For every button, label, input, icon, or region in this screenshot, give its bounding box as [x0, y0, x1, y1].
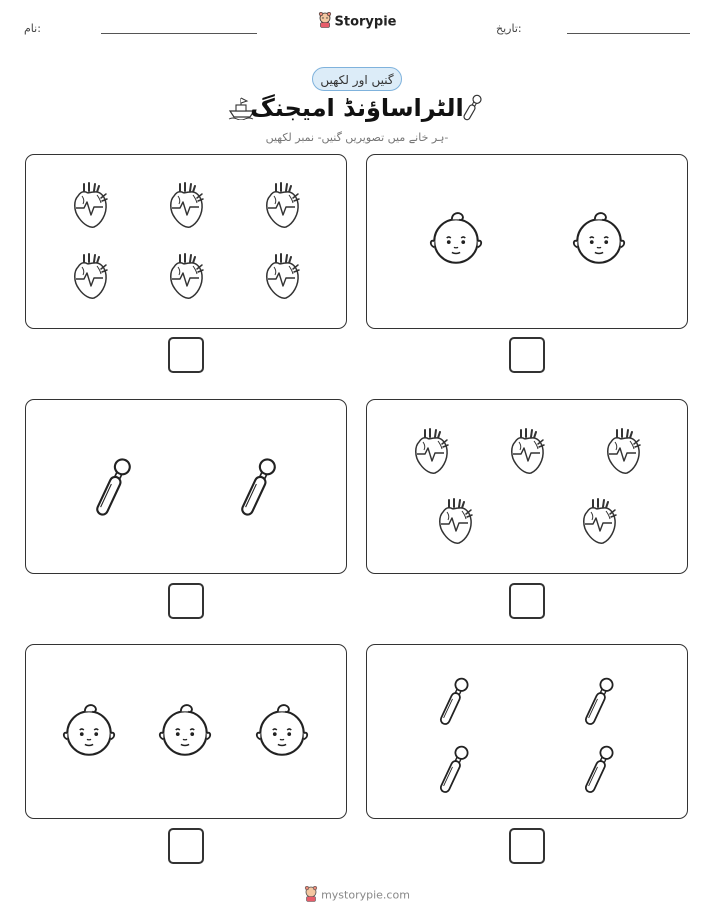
baby-face-icon: [425, 208, 487, 270]
answer-box[interactable]: [509, 337, 545, 373]
ultrasound-probe-icon: [580, 743, 616, 799]
name-line[interactable]: [101, 33, 257, 34]
instructions-subtitle: ہر خانے میں تصویریں گنیں- نمبر لکھیں-: [265, 131, 449, 144]
answer-box[interactable]: [168, 828, 204, 864]
answer-box[interactable]: [509, 583, 545, 619]
answer-box[interactable]: [168, 337, 204, 373]
heart-icon: [603, 425, 643, 477]
ultrasound-probe-icon: [435, 675, 471, 731]
answer-box[interactable]: [168, 583, 204, 619]
panel-top-left: [25, 154, 347, 329]
footer: [0, 886, 714, 905]
heart-icon: [262, 179, 302, 231]
heart-icon: [507, 425, 547, 477]
heart-icon: [262, 250, 302, 302]
heart-icon: [579, 495, 619, 547]
brand-logo: [0, 12, 714, 32]
date-label: تاریخ:: [496, 22, 522, 35]
storypie-mascot-icon: [304, 886, 318, 905]
baby-face-icon: [251, 700, 313, 762]
baby-face-icon: [568, 208, 630, 270]
date-line[interactable]: [567, 33, 690, 34]
ultrasound-probe-icon: [435, 743, 471, 799]
heart-icon: [70, 250, 110, 302]
ultrasound-probe-icon: [580, 675, 616, 731]
panel-bottom-left: [25, 644, 347, 819]
heart-icon: [166, 179, 206, 231]
heart-icon: [411, 425, 451, 477]
heart-icon: [435, 495, 475, 547]
baby-face-icon: [58, 700, 120, 762]
ultrasound-probe-icon: [235, 455, 279, 523]
panel-top-right: [366, 154, 688, 329]
panel-bottom-right: [366, 644, 688, 819]
baby-face-icon: [154, 700, 216, 762]
instruction-pill: گنیں اور لکھیں: [312, 67, 402, 91]
footer-url[interactable]: mystorypie.com: [321, 888, 410, 902]
heart-icon: [70, 179, 110, 231]
name-label: نام:: [24, 22, 41, 35]
ultrasound-probe-icon: [90, 455, 134, 523]
brand-name: Storypie: [334, 14, 397, 30]
page-title: الٹراساؤنڈ امیجنگ: [250, 94, 464, 122]
answer-box[interactable]: [509, 828, 545, 864]
panel-middle-right: [366, 399, 688, 574]
storypie-mascot-icon: [318, 12, 332, 32]
panel-middle-left: [25, 399, 347, 574]
heart-icon: [166, 250, 206, 302]
ultrasound-probe-icon: [459, 93, 485, 127]
